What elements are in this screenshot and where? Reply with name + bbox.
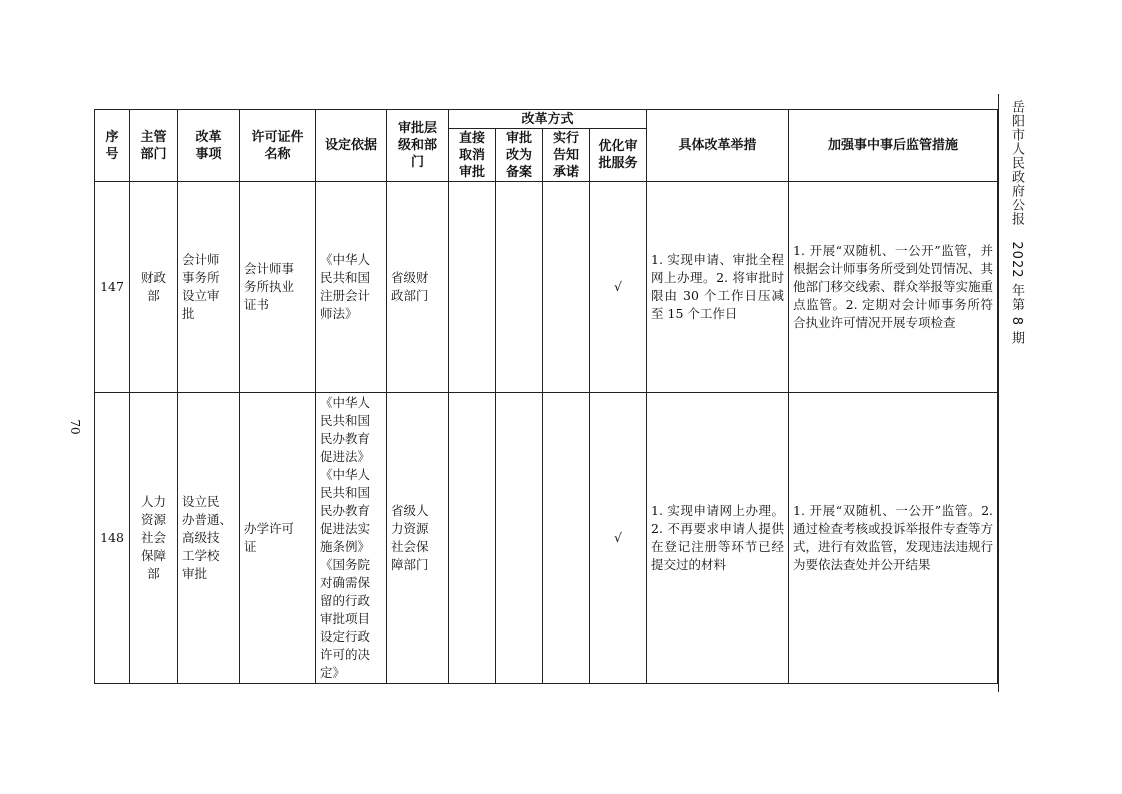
- cell-mode-record: [496, 182, 543, 393]
- cell-basis: 《中华人 民共和国 注册会计 师法》: [316, 182, 387, 393]
- header-mode-cancel: 直接 取消 审批: [449, 129, 496, 182]
- cell-level: 省级人 力资源 社会保 障部门: [387, 393, 449, 684]
- page-number: 70: [68, 419, 82, 435]
- header-item: 改革 事项: [178, 110, 240, 182]
- table-row: [95, 182, 998, 393]
- cell-measures: 1. 实现申请、审批全程网上办理。2. 将审批时限由 30 个工作日压减至 15 个工作日: [647, 182, 789, 393]
- cell-mode-notify: [543, 393, 590, 684]
- cell-license: 办学许可 证: [240, 393, 316, 684]
- cell-mode-cancel: [449, 182, 496, 393]
- header-reform-mode: 改革方式: [449, 110, 647, 129]
- cell-basis: 《中华人 民共和国 民办教育 促进法》 《中华人 民共和国 民办教育 促进法实 施条例》 《国务院 对确需保 留的行政 审批项目 设定行政 许可的决 定》: [316, 393, 387, 684]
- header-mode-notify: 实行 告知 承诺: [543, 129, 590, 182]
- cell-mode-record: [496, 393, 543, 684]
- cell-dept: 财政 部: [130, 182, 178, 393]
- cell-item: 设立民 办普通、 高级技 工学校 审批: [178, 393, 240, 684]
- cell-seq: 147: [95, 182, 130, 393]
- header-mode-optimize: 优化审 批服务: [590, 129, 647, 182]
- header-license: 许可证件 名称: [240, 110, 316, 182]
- cell-mode-cancel: [449, 393, 496, 684]
- header-basis: 设定依据: [316, 110, 387, 182]
- cell-license: 会计师事 务所执业 证书: [240, 182, 316, 393]
- cell-mode-optimize: √: [590, 182, 647, 393]
- cell-mode-optimize: √: [590, 393, 647, 684]
- cell-seq: 148: [95, 393, 130, 684]
- header-level: 审批层 级和部 门: [387, 110, 449, 182]
- cell-mode-notify: [543, 182, 590, 393]
- header-seq: 序 号: [95, 110, 130, 182]
- cell-supervision: 1. 开展“双随机、一公开”监管。2. 通过检查考核或投诉举报件专查等方式，进行有效监管，发现违法违规行为要依法查处并公开结果: [789, 393, 998, 684]
- cell-item: 会计师 事务所 设立审 批: [178, 182, 240, 393]
- table-row: [95, 393, 998, 684]
- cell-supervision: 1. 开展“双随机、一公开”监管，并根据会计师事务所受到处罚情况、其他部门移交线索、群众举报等实施重点监管。2. 定期对会计师事务所符合执业许可情况开展专项检查: [789, 182, 998, 393]
- cell-level: 省级财 政部门: [387, 182, 449, 393]
- cell-dept: 人力 资源 社会 保障 部: [130, 393, 178, 684]
- cell-measures: 1. 实现申请网上办理。2. 不再要求申请人提供在登记注册等环节已经提交过的材料: [647, 393, 789, 684]
- header-rule: [998, 94, 999, 692]
- reform-table: [94, 109, 998, 684]
- running-header: 岳阳市人民政府公报 2022 年第 8 期: [1009, 100, 1024, 346]
- header-supervision: 加强事中事后监管措施: [789, 110, 998, 182]
- header-dept: 主管 部门: [130, 110, 178, 182]
- header-mode-record: 审批 改为 备案: [496, 129, 543, 182]
- header-measures: 具体改革举措: [647, 110, 789, 182]
